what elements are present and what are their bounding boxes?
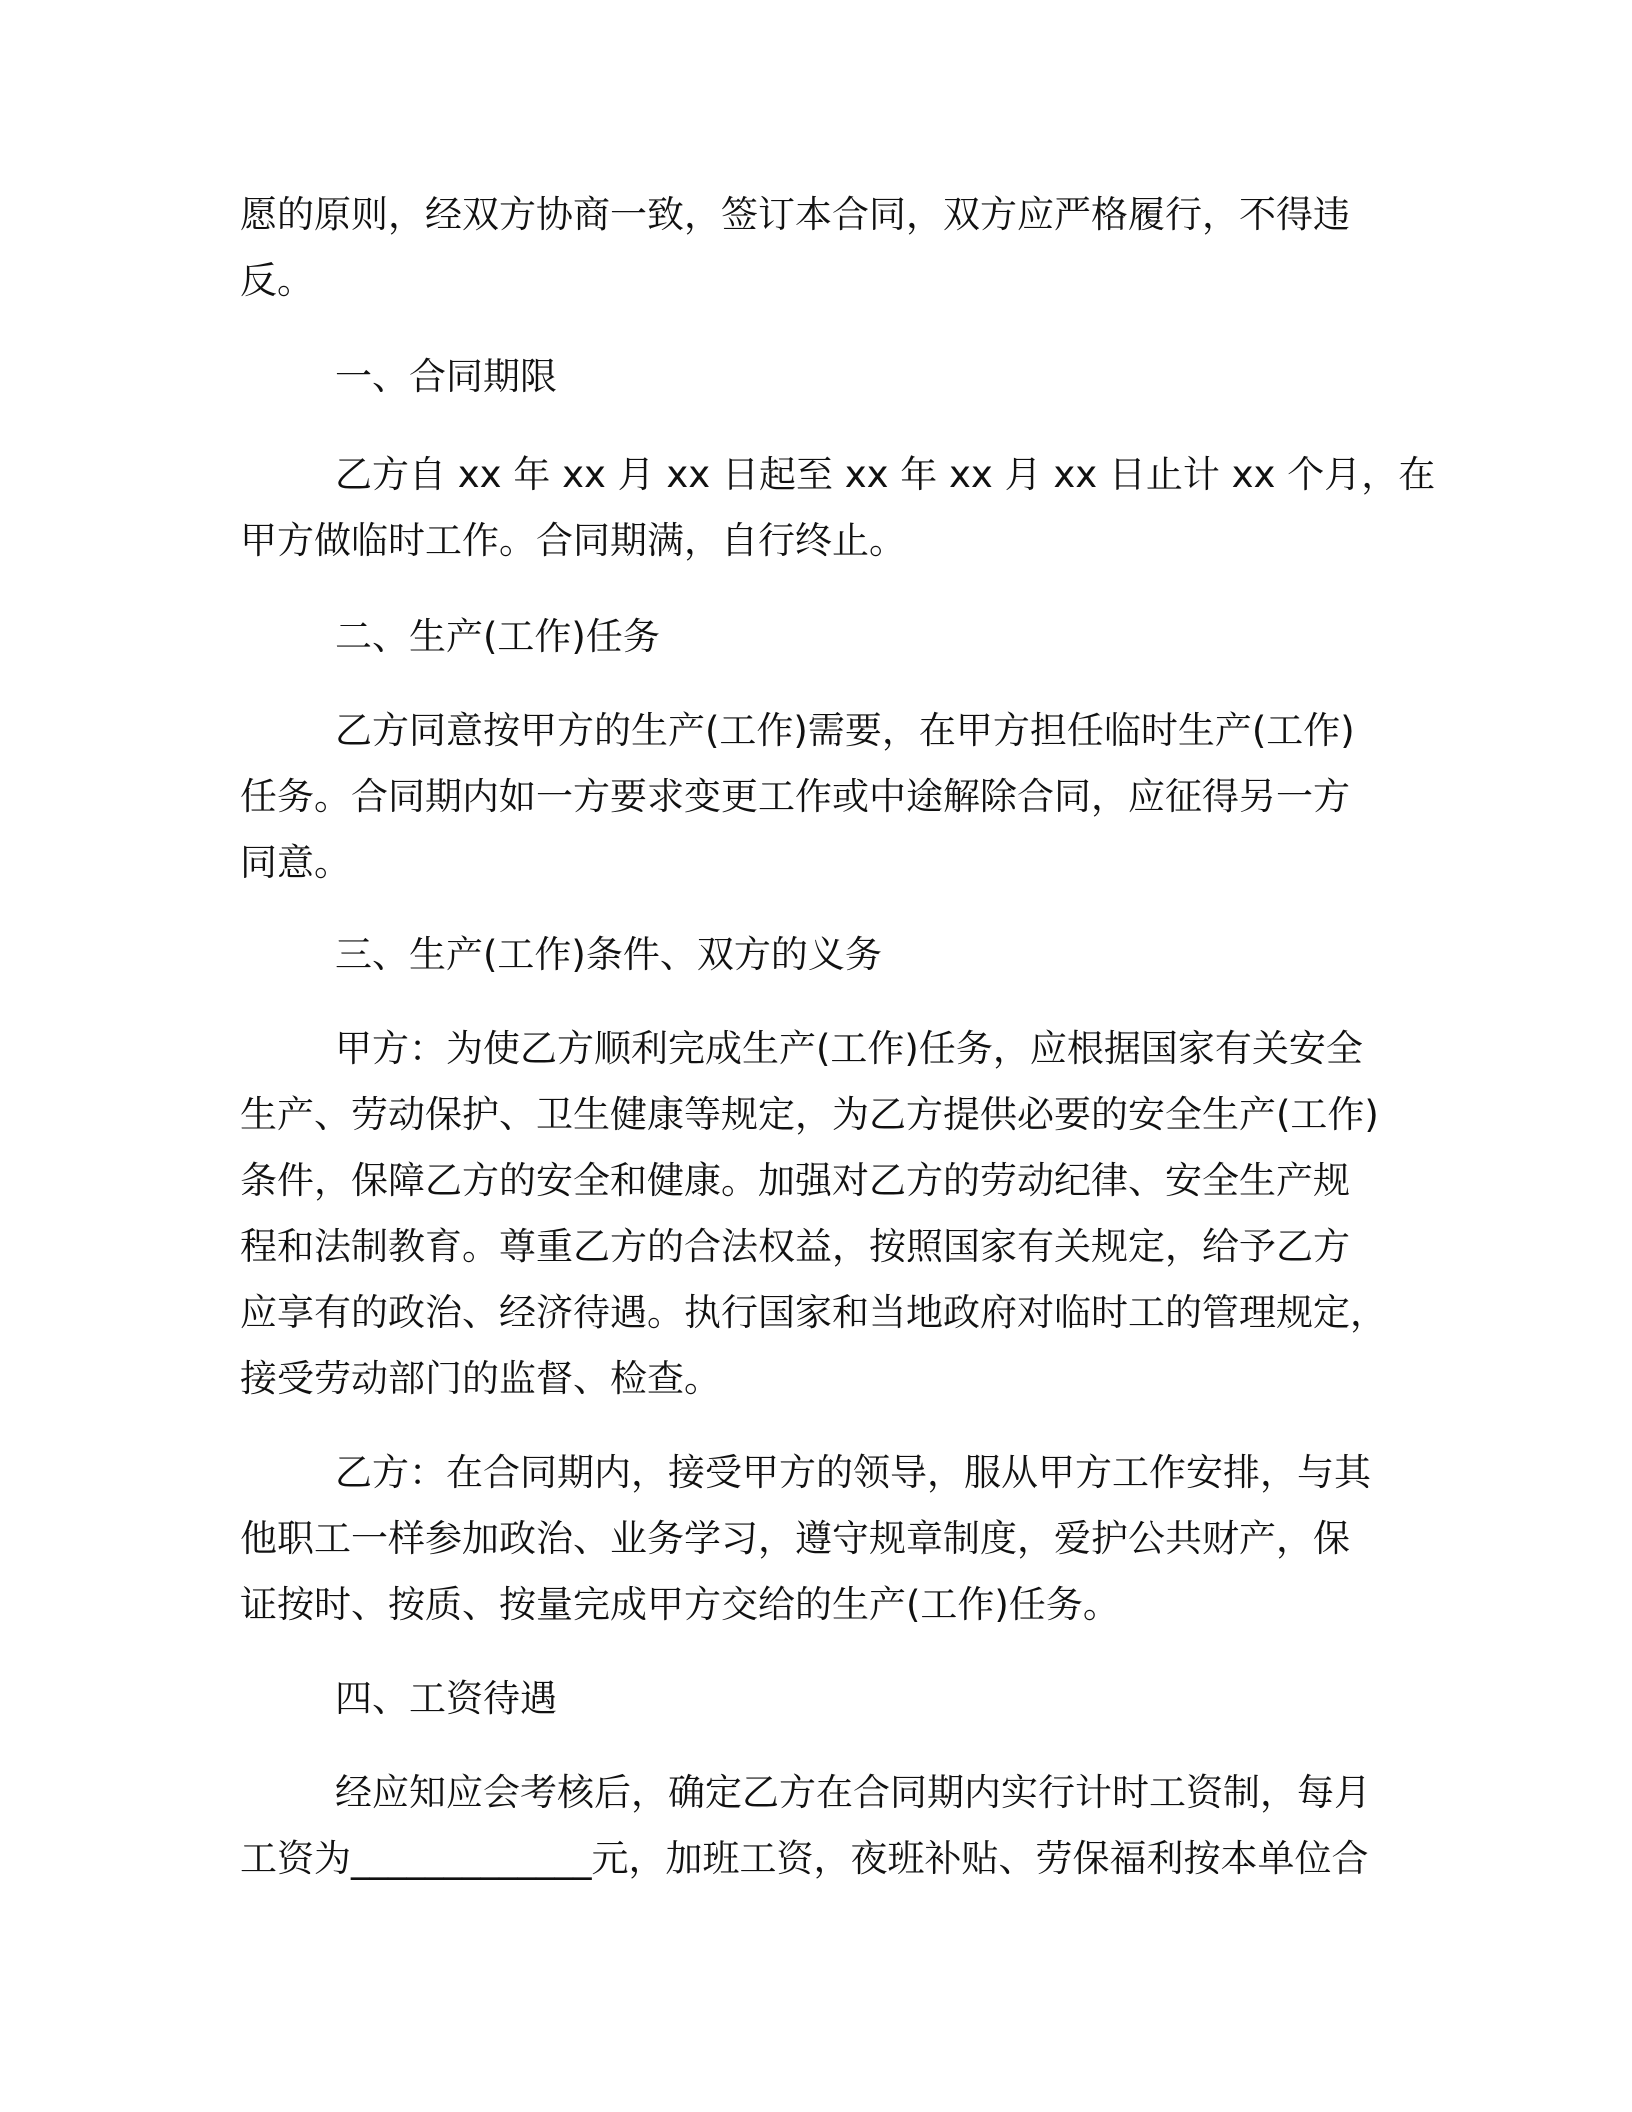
- section-1-paragraph-line-2: 甲方做临时工作。合同期满，自行终止。: [240, 519, 906, 562]
- section-3-party-a-line-4: 程和法制教育。尊重乙方的合法权益，按照国家有关规定，给予乙方: [240, 1225, 1350, 1268]
- section-3-party-b-line-3: 证按时、按质、按量完成甲方交给的生产(工作)任务。: [240, 1583, 1120, 1626]
- section-3-party-a-line-1: 甲方：为使乙方顺利完成生产(工作)任务，应根据国家有关安全: [335, 1027, 1363, 1070]
- section-3-party-b-line-1: 乙方：在合同期内，接受甲方的领导，服从甲方工作安排，与其: [335, 1451, 1371, 1494]
- section-4-heading: 四、工资待遇: [335, 1677, 557, 1720]
- section-1-heading: 一、合同期限: [335, 355, 557, 398]
- section-2-paragraph-line-3: 同意。: [240, 841, 351, 884]
- section-2-heading: 二、生产(工作)任务: [335, 615, 660, 658]
- section-3-heading: 三、生产(工作)条件、双方的义务: [335, 933, 882, 976]
- section-1-paragraph-line-1: 乙方自 xx 年 xx 月 xx 日起至 xx 年 xx 月 xx 日止计 xx 个月，在: [335, 453, 1436, 496]
- section-3-party-a-line-6: 接受劳动部门的监督、检查。: [240, 1357, 721, 1400]
- section-3-party-a-line-3: 条件，保障乙方的安全和健康。加强对乙方的劳动纪律、安全生产规: [240, 1159, 1350, 1202]
- intro-line-1: 愿的原则，经双方协商一致，签订本合同，双方应严格履行，不得违: [240, 193, 1350, 236]
- section-3-party-a-line-2: 生产、劳动保护、卫生健康等规定，为乙方提供必要的安全生产(工作): [240, 1093, 1379, 1136]
- section-3-party-b-line-2: 他职工一样参加政治、业务学习，遵守规章制度，爱护公共财产，保: [240, 1517, 1350, 1560]
- section-2-paragraph-line-2: 任务。合同期内如一方要求变更工作或中途解除合同，应征得另一方: [240, 775, 1350, 818]
- intro-line-2: 反。: [240, 259, 314, 302]
- section-2-paragraph-line-1: 乙方同意按甲方的生产(工作)需要，在甲方担任临时生产(工作): [335, 709, 1355, 752]
- section-3-party-a-line-5: 应享有的政治、经济待遇。执行国家和当地政府对临时工的管理规定，: [240, 1291, 1387, 1334]
- section-4-paragraph-line-2: 工资为_____________元，加班工资，夜班补贴、劳保福利按本单位合: [240, 1837, 1369, 1880]
- section-4-paragraph-line-1: 经应知应会考核后，确定乙方在合同期内实行计时工资制，每月: [335, 1771, 1371, 1814]
